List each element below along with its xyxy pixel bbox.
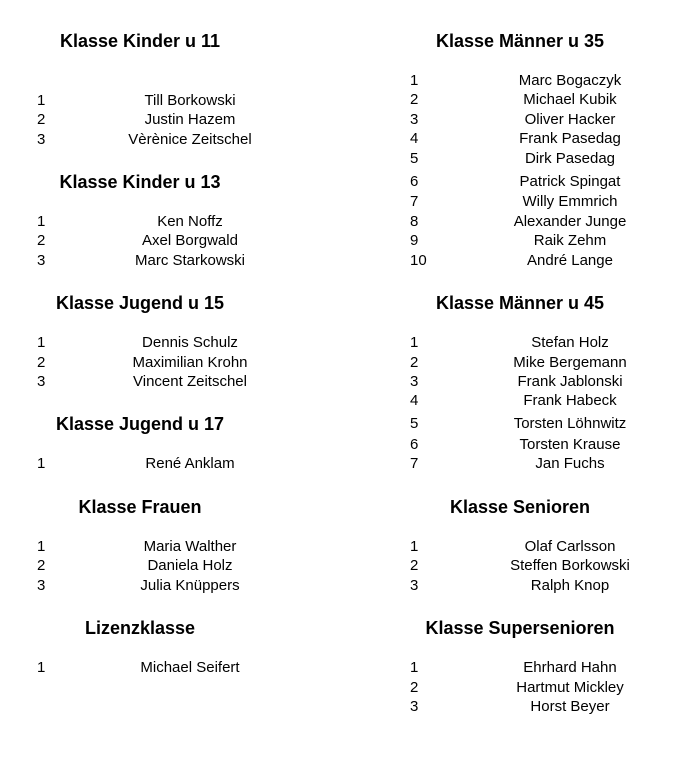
rank-number: 1 [37, 334, 46, 351]
rank-number: 3 [37, 252, 46, 269]
participant-name: Ken Noffz [157, 213, 223, 230]
rank-number: 3 [37, 373, 46, 390]
participant-name: Olaf Carlsson [524, 538, 616, 555]
rank-number: 5 [410, 415, 419, 432]
section-title-klasse-kinder-u-13: Klasse Kinder u 13 [59, 172, 221, 192]
participant-name: Ehrhard Hahn [523, 659, 617, 676]
section-title-klasse-supersenioren: Klasse Supersenioren [425, 618, 615, 638]
result-row [37, 212, 345, 232]
result-row [37, 251, 345, 271]
participant-name: Daniela Holz [147, 557, 233, 574]
section-title-klasse-jugend-u-17: Klasse Jugend u 17 [55, 414, 225, 434]
result-row [37, 91, 345, 111]
participant-name: Julia Knüppers [140, 577, 240, 594]
participant-name: Willy Emmrich [522, 193, 618, 210]
result-row [410, 71, 689, 91]
rank-number: 3 [410, 111, 419, 128]
result-row [410, 129, 689, 149]
rank-number: 2 [410, 91, 419, 108]
result-row [37, 231, 345, 251]
participant-name: Frank Pasedag [519, 130, 621, 147]
rank-number: 5 [410, 150, 419, 167]
participant-name: Frank Jablonski [517, 373, 623, 390]
participant-name: Maria Walther [143, 538, 237, 555]
participant-name: Torsten Löhnwitz [513, 415, 627, 432]
participant-name: Raik Zehm [533, 232, 607, 249]
participant-name: Alexander Junge [513, 213, 627, 230]
section-title-klasse-frauen: Klasse Frauen [78, 497, 202, 517]
participant-name: Vèrènice Zeitschel [128, 131, 252, 148]
result-row [410, 212, 689, 232]
rank-number: 9 [410, 232, 419, 249]
section-title-klasse-manner-u-45: Klasse Männer u 45 [435, 293, 605, 313]
result-row [37, 372, 345, 392]
result-row [410, 537, 689, 557]
rank-number: 1 [37, 92, 46, 109]
result-row [37, 353, 345, 373]
result-row [37, 333, 345, 353]
result-row [410, 110, 689, 130]
result-row [410, 353, 689, 373]
rank-number: 7 [410, 455, 419, 472]
rank-number: 3 [410, 373, 419, 390]
participant-name: Dirk Pasedag [524, 150, 616, 167]
participant-name: René Anklam [145, 455, 235, 472]
rank-number: 1 [410, 334, 419, 351]
result-row [410, 435, 689, 455]
section-title-klasse-manner-u-35: Klasse Männer u 35 [435, 31, 605, 51]
result-row [410, 149, 689, 169]
rank-number: 1 [410, 659, 419, 676]
result-row [37, 576, 345, 596]
participant-name: Patrick Spingat [519, 173, 621, 190]
participant-name: Michael Seifert [140, 659, 240, 676]
participant-name: Frank Habeck [523, 392, 617, 409]
rank-number: 2 [37, 232, 46, 249]
participant-name: Steffen Borkowski [510, 557, 630, 574]
participant-name: Oliver Hacker [524, 111, 616, 128]
result-row [410, 697, 689, 717]
rank-number: 2 [37, 111, 46, 128]
rank-number: 4 [410, 392, 419, 409]
section-title-klasse-kinder-u-11: Klasse Kinder u 11 [59, 31, 221, 51]
rank-number: 1 [37, 538, 46, 555]
rank-number: 8 [410, 213, 419, 230]
participant-name: Maximilian Krohn [132, 354, 248, 371]
rank-number: 7 [410, 193, 419, 210]
result-row [410, 556, 689, 576]
rank-number: 6 [410, 436, 419, 453]
result-row [410, 192, 689, 212]
rank-number: 1 [410, 538, 419, 555]
participant-name: Dennis Schulz [142, 334, 238, 351]
result-row [410, 454, 689, 474]
rank-number: 2 [37, 354, 46, 371]
result-row [410, 333, 689, 353]
result-row [410, 231, 689, 251]
participant-name: Till Borkowski [144, 92, 236, 109]
result-row [410, 576, 689, 596]
rank-number: 2 [37, 557, 46, 574]
right-column [345, 0, 689, 759]
result-row [410, 372, 689, 392]
participant-name: Justin Hazem [144, 111, 236, 128]
result-row [410, 172, 689, 192]
result-row [410, 414, 689, 434]
result-row [37, 130, 345, 150]
section-title-klasse-jugend-u-15: Klasse Jugend u 15 [55, 293, 225, 313]
rank-number: 6 [410, 173, 419, 190]
result-row [37, 556, 345, 576]
result-row [410, 678, 689, 698]
participant-name: Stefan Holz [531, 334, 609, 351]
rank-number: 1 [410, 72, 419, 89]
participant-name: Ralph Knop [530, 577, 610, 594]
participant-name: Vincent Zeitschel [133, 373, 247, 390]
participant-name: André Lange [527, 252, 613, 269]
rank-number: 3 [37, 131, 46, 148]
rank-number: 1 [37, 213, 46, 230]
result-row [37, 454, 345, 474]
participant-name: Marc Starkowski [134, 252, 246, 269]
participant-name: Torsten Krause [519, 436, 621, 453]
participant-name: Mike Bergemann [513, 354, 627, 371]
participant-name: Hartmut Mickley [516, 679, 624, 696]
rank-number: 2 [410, 679, 419, 696]
result-row [410, 658, 689, 678]
rank-number: 3 [410, 698, 419, 715]
participant-name: Michael Kubik [523, 91, 617, 108]
rank-number: 3 [410, 577, 419, 594]
section-title-klasse-senioren: Klasse Senioren [449, 497, 591, 517]
result-row [410, 391, 689, 411]
rank-number: 4 [410, 130, 419, 147]
result-row [37, 110, 345, 130]
participant-name: Marc Bogaczyk [518, 72, 622, 89]
result-row [410, 90, 689, 110]
result-row [410, 251, 689, 271]
section-title-lizenzklasse: Lizenzklasse [84, 618, 196, 638]
rank-number: 10 [410, 252, 427, 269]
rank-number: 1 [37, 659, 46, 676]
result-row [37, 658, 345, 678]
rank-number: 3 [37, 577, 46, 594]
participant-name: Jan Fuchs [535, 455, 605, 472]
result-row [37, 537, 345, 557]
rank-number: 2 [410, 354, 419, 371]
participant-name: Horst Beyer [530, 698, 610, 715]
rank-number: 2 [410, 557, 419, 574]
rank-number: 1 [37, 455, 46, 472]
participant-name: Axel Borgwald [142, 232, 238, 249]
